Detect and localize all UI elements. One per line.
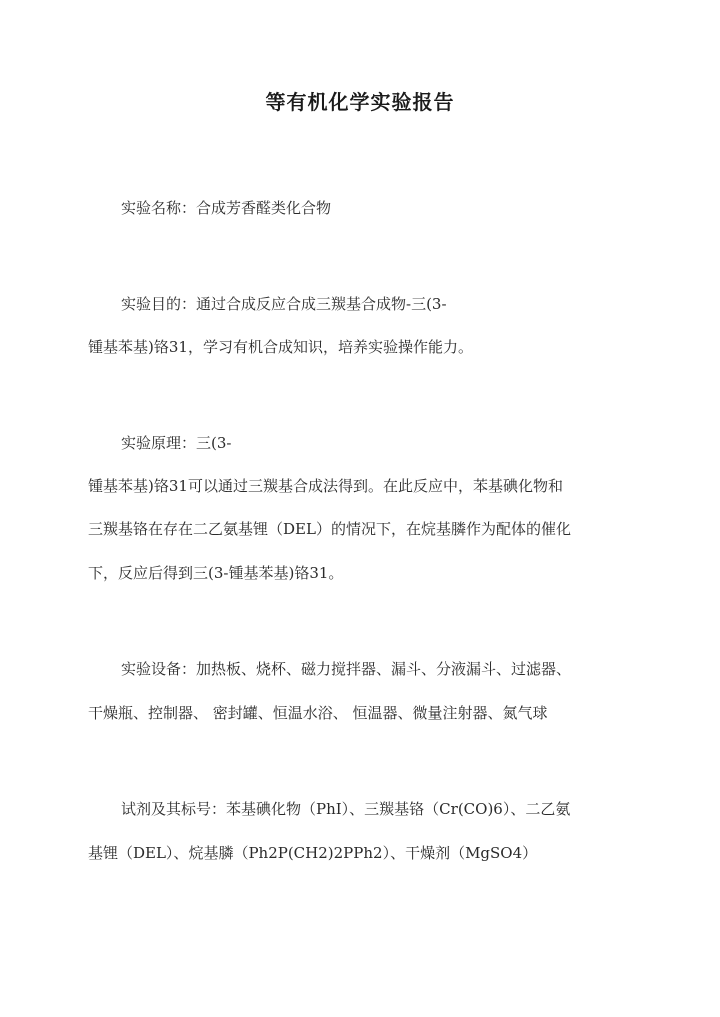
experiment-principle-line-3: 三羰基铬在存在二乙氨基锂（DEL）的情况下，在烷基膦作为配体的催化: [88, 520, 571, 538]
experiment-purpose-line-2: 锺基苯基)铬31，学习有机合成知识，培养实验操作能力。: [88, 338, 473, 356]
reagents-line-1: 试剂及其标号：苯基碘化物（PhI）、三羰基铬（Cr(CO)6）、二乙氨: [121, 800, 571, 818]
experiment-principle-line-2: 锺基苯基)铬31可以通过三羰基合成法得到。在此反应中，苯基碘化物和: [88, 477, 563, 495]
experiment-name-line: 实验名称：合成芳香醛类化合物: [121, 199, 332, 217]
document-title: 等有机化学实验报告: [265, 90, 455, 114]
reagents-line-2: 基锂（DEL）、烷基膦（Ph2P(CH2)2PPh2）、干燥剂（MgSO4）: [88, 844, 538, 862]
experiment-equipment-line-2: 干燥瓶、控制器、 密封罐、恒温水浴、 恒温器、微量注射器、氮气球: [88, 704, 548, 722]
experiment-principle-line-4: 下，反应后得到三(3-锺基苯基)铬31。: [88, 564, 344, 582]
experiment-purpose-line-1: 实验目的：通过合成反应合成三羰基合成物-三(3-: [121, 295, 447, 313]
experiment-principle-line-1: 实验原理：三(3-: [121, 434, 232, 452]
experiment-equipment-line-1: 实验设备：加热板、烧杯、磁力搅拌器、漏斗、分液漏斗、过滤器、: [121, 660, 572, 678]
